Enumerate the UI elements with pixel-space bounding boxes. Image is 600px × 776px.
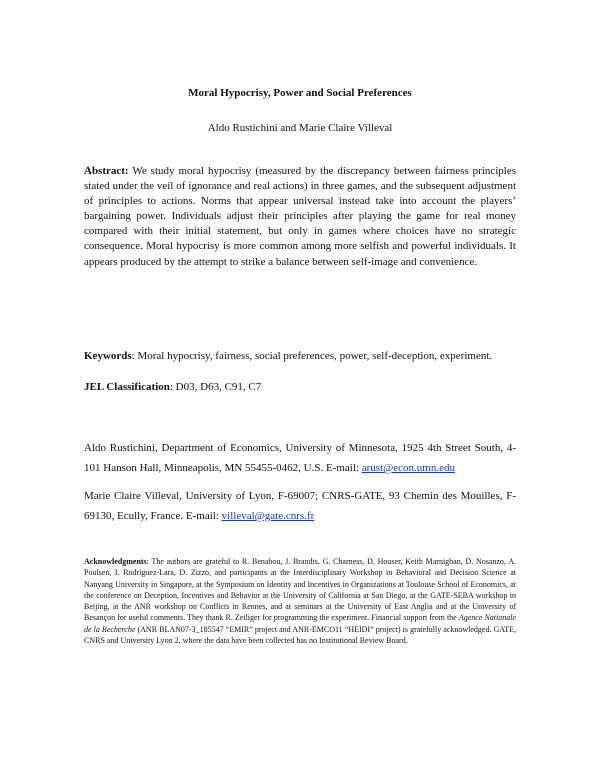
acknowledgments-text-end: (ANR BLAN07-3_185547 “EMIR” project and ANR-EMCO11 “HEIDI” project) is gratefully acknowledged. GATE, CNRS and University Lyon 2, where the data have been collected has no Institutional Review Board. xyxy=(84,624,516,646)
affiliation-villeval xyxy=(84,486,516,526)
abstract-text: We study moral hypocrisy (measured by the discrepancy between fairness principles stated under the veil of ignorance and real actions) in three games, and the subsequent adjustment of principles to actions. Norms that appear universal instead take into account the players’ bargaining power. Individuals adjust their principles after playing the game for real money compared with their initial statement, but only in games where choices have no strategic consequence. Moral hypocrisy is more common among more selfish and powerful individuals. It appears produced by the attempt to strike a balance between self-image and convenience. xyxy=(84,165,516,268)
paper-authors: Aldo Rustichini and Marie Claire Villeval xyxy=(207,122,393,134)
keywords xyxy=(84,349,524,363)
abstract xyxy=(84,164,516,270)
affiliation-text: Aldo Rustichini, Department of Economics, University of Minnesota, 1925 4th Street South, 4-101 Hanson Hall, Minneapolis, MN 55455-0462, U.S. E-mail: xyxy=(84,442,516,474)
acknowledgments xyxy=(84,556,516,646)
paper-title: Moral Hypocrisy, Power and Social Preferences xyxy=(188,87,412,99)
acknowledgments-text: : The authors are grateful to R. Benabou, J. Brandts, G. Charness, D. Houser, Keith Marnighan, D. Nosanzo, A. Poulsen, I. Rodriguez-Lara, D. Zizzo, and participants at the Interdisciplinary Workshop in Behavioral and Decision Science at Nanyang University in Singapore, at the Symposium on Identity and Incentives in Organizations at Toulouse School of Economics, at the conference on Deception, Incentives and Behavior at the University of California at San Diego, at the GATE-SEBA workshop in Beijing, at the ANR workshop on Conflicts in Rennes, and at seminars at the University of East Anglia and at the University of Besançon for useful comments. They thank R. Zeiliger for programming the experiment. Financial support from the xyxy=(84,557,516,623)
jel-classification xyxy=(84,380,524,394)
jel-text: : D03, D63, C91, C7 xyxy=(169,381,262,393)
affiliation-text: Marie Claire Villeval, University of Lyon, F-69007; CNRS-GATE, 93 Chemin des Mouilles, F-69130, Ecully, France. E-mail: xyxy=(84,490,516,522)
keywords-text: : Moral hypocrisy, fairness, social preferences, power, self-deception, experiment. xyxy=(131,350,493,362)
email-link[interactable]: villeval@gate.cnrs.fr xyxy=(221,510,315,522)
acknowledgments-label: Acknowledgments xyxy=(84,557,147,566)
affiliation-rustichini xyxy=(84,438,516,478)
keywords-label: Keywords xyxy=(84,350,132,362)
funding-agency: Agence Nationale de la Recherche xyxy=(84,613,516,634)
email-link[interactable]: arust@econ.umn.edu xyxy=(361,462,455,474)
abstract-label: Abstract: xyxy=(84,165,129,177)
jel-label: JEL Classification xyxy=(84,381,170,393)
